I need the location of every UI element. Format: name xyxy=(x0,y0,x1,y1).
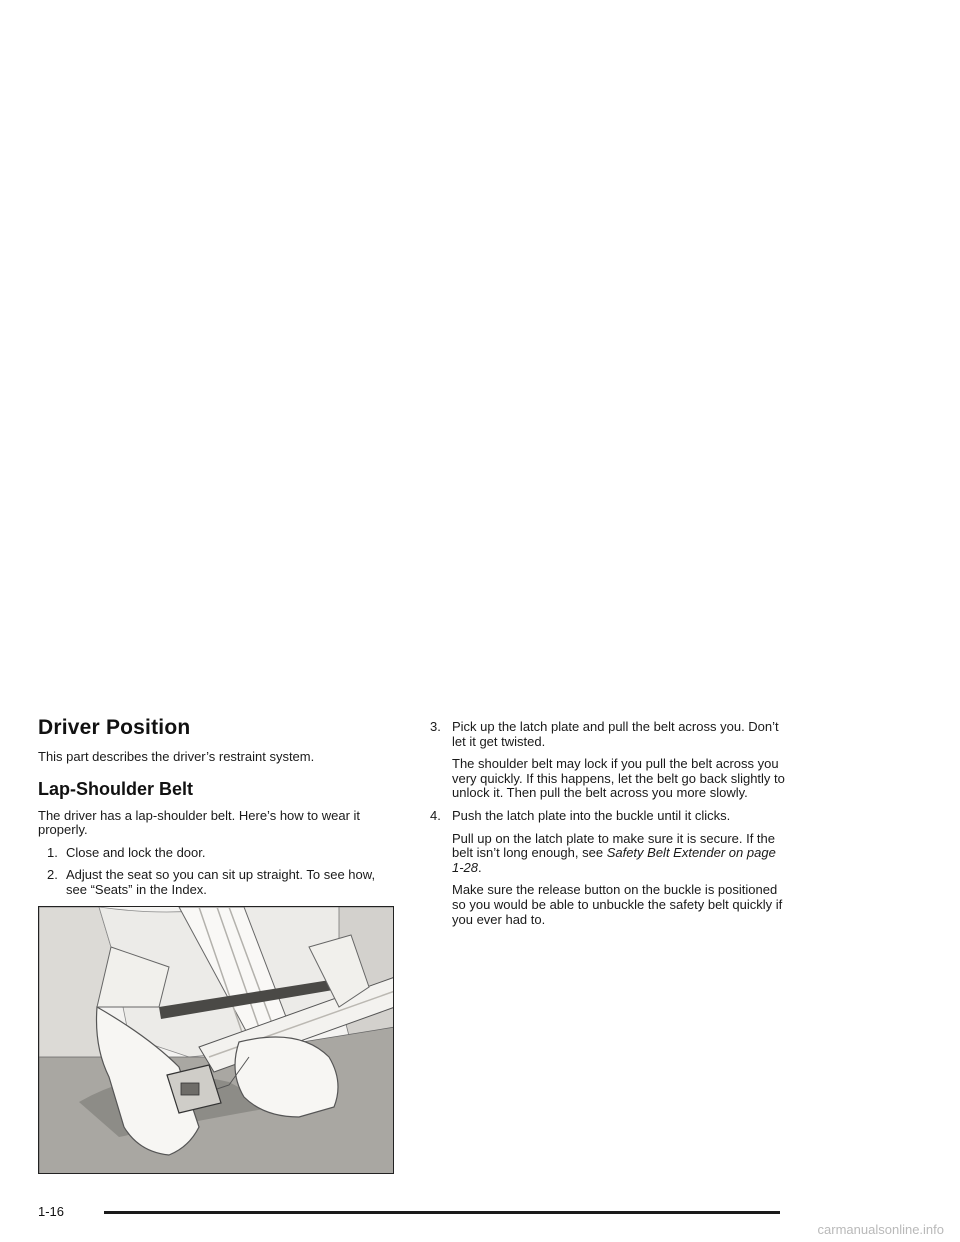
step-note: The shoulder belt may lock if you pull the belt across you very quickly. If this happens, let the belt go back slightly to unlock it. Then pull the belt across you more slowly. xyxy=(452,756,785,801)
step-text: Adjust the seat so you can sit up straight. To see how, see “Seats” in the Index. xyxy=(66,867,376,897)
intro-text: This part describes the driver’s restraint system. xyxy=(38,749,315,764)
step-number: 2. xyxy=(47,867,58,883)
step-number: 1. xyxy=(47,844,58,860)
list-item xyxy=(38,868,396,897)
step-text: Push the latch plate into the buckle until it clicks. xyxy=(452,807,731,823)
right-column xyxy=(430,720,790,927)
footer-rule xyxy=(104,1211,780,1214)
watermark: carmanualsonline.info xyxy=(817,1222,944,1237)
page-number: 1-16 xyxy=(38,1204,65,1219)
list-item xyxy=(430,809,790,824)
step-text: Pick up the latch plate and pull the belt across you. Don’t let it get twisted. xyxy=(452,719,779,749)
step-note: Make sure the release button on the buckle is positioned so you would be able to unbuckle the safety belt quickly if you ever had to. xyxy=(452,882,783,927)
step-note xyxy=(430,832,790,876)
left-column xyxy=(38,716,396,898)
step-number: 4. xyxy=(430,807,441,823)
hands-buckling-belt-image xyxy=(39,907,394,1174)
lead-text: The driver has a lap-shoulder belt. Here’s how to wear it properly. xyxy=(38,807,361,838)
step-number: 3. xyxy=(430,719,441,734)
section-title: Driver Position xyxy=(38,716,191,739)
list-item xyxy=(430,720,790,749)
note-punct: . xyxy=(478,859,482,875)
steps-list xyxy=(38,846,396,898)
step-text: Close and lock the door. xyxy=(66,844,206,860)
subsection-title: Lap-Shoulder Belt xyxy=(38,778,194,799)
seatbelt-illustration xyxy=(38,906,394,1174)
list-item xyxy=(38,846,396,861)
cross-reference-link[interactable]: Safety Belt Extender on page 1-28 xyxy=(452,845,776,875)
note-text: Pull up on the latch plate to make sure it is secure. If the belt isn’t long enough, see xyxy=(452,830,776,861)
